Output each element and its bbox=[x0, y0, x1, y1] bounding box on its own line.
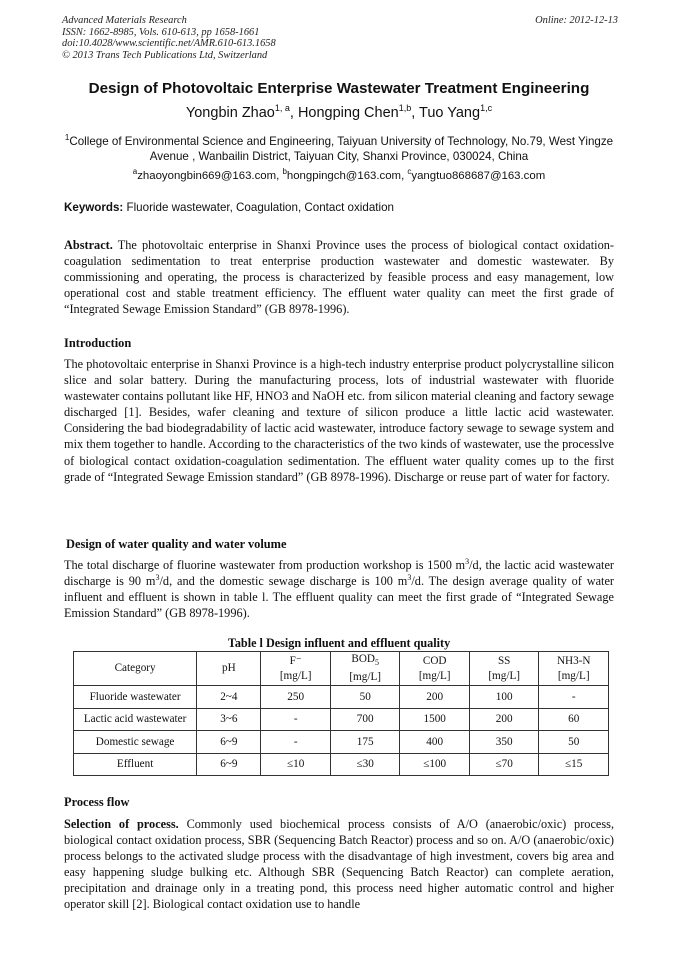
text-fragment: /d, the lactic acid wastewater discharge is 90 m bbox=[64, 558, 615, 589]
table-cell: Lactic acid wastewater bbox=[74, 708, 197, 731]
email-mark: a bbox=[132, 167, 138, 176]
journal-name: Advanced Materials Research bbox=[62, 15, 187, 26]
affiliation-mark: 1 bbox=[64, 133, 70, 142]
abstract-label: Abstract. bbox=[64, 238, 113, 252]
table-cell: 6~9 bbox=[197, 731, 261, 754]
email-mark: b bbox=[282, 167, 287, 176]
paper-title: Design of Photovoltaic Enterprise Wastewater Treatment Engineering bbox=[88, 80, 590, 97]
table-cell: 1500 bbox=[400, 708, 470, 731]
author-name: Yongbin Zhao bbox=[185, 104, 275, 121]
text-fragment: /d, and the domestic sewage discharge is 100 m bbox=[159, 574, 408, 589]
table-cell: - bbox=[261, 708, 331, 731]
table-row bbox=[74, 708, 609, 731]
email-mark: c bbox=[407, 167, 412, 176]
table-header-cell: NH3-N [mg/L] bbox=[539, 652, 609, 686]
author-affiliation-mark: 1,b bbox=[398, 103, 412, 113]
table-header-row bbox=[74, 652, 609, 686]
table-caption: Table l Design influent and effluent quality bbox=[227, 636, 451, 650]
email-list: $^a$zhaoyongbin669@163.com, $^b$hongpingch@163.com, $^c$yangtuo868687@163.com bbox=[132, 167, 546, 182]
table-cell: 250 bbox=[261, 686, 331, 709]
table-row bbox=[74, 686, 609, 709]
table-cell: - bbox=[261, 731, 331, 754]
keywords-label: Keywords: bbox=[64, 201, 124, 214]
subsection-label: Selection of process. bbox=[64, 817, 179, 831]
introduction-paragraph: The photovoltaic enterprise in Shanxi Province is a high-tech industry enterprise product polycrystalline silicon slice and solar battery. During the manufacturing process, lots of industrial wastewater with fluoride wastewater contains pollutant like HF, HNO3 and NaOH etc. from silicon material cleaning and factory sewage discharged [1]. Besides, wafer cleaning and texture of silicon produce a little lactic acid wastewater. Considering the bad biodegradability of lactic acid wastewater, introduce factory sewage to sewage system and mix them together to handle. According to the characteristics of the two kinds of wastewater, use the processlve of biological contact oxidation-coagulation sedimentation. The effluent water quality comes up to the first grade of “Integrated Sewage Emission standard” (GB 8978-1996). Discharge or reuse part of water for factory. bbox=[64, 357, 614, 484]
table-cell: ≤70 bbox=[469, 753, 539, 776]
superscript: 3 bbox=[465, 556, 470, 566]
journal-header bbox=[62, 15, 618, 61]
email-link[interactable]: hongpingch@163.com bbox=[286, 169, 402, 182]
table-cell: 100 bbox=[469, 686, 539, 709]
doi-line: doi:10.4028/www.scientific.net/AMR.610-613.1658 bbox=[62, 38, 276, 50]
water-quality-paragraph bbox=[64, 557, 614, 621]
table-cell: ≤100 bbox=[400, 753, 470, 776]
abstract-text: The photovoltaic enterprise in Shanxi Province uses the process of biological contact oxidation-coagulation sedimentation to treat enterprise production wastewater and domestic wastewater. By commissioning and operating, the process is characterized by feasible process and easy management, low operational cost and stable treatment efficiency. The effluent water quality can meet the first grade of “Integrated Sewage Emission Standard” (GB 8978-1996). bbox=[64, 238, 614, 317]
table-cell: 350 bbox=[469, 731, 539, 754]
table-cell: Effluent bbox=[74, 753, 197, 776]
copyright-line: © 2013 Trans Tech Publications Ltd, Switzerland bbox=[62, 49, 268, 61]
author-list: Yongbin Zhao$^{1, a}$, Hongping Chen$^{1,b}$, Tuo Yang$^{1,c}$ bbox=[185, 103, 493, 121]
text-fragment: /d. The design average quality of water influent and effluent is shown in table l. The effluent quality can meet the first grade of “Integrated Sewage Emission Standard” (GB 8978-1996). bbox=[64, 574, 615, 621]
table-header-cell: pH bbox=[197, 652, 261, 686]
abstract bbox=[64, 237, 614, 317]
keywords bbox=[64, 201, 394, 214]
author-name: Tuo Yang bbox=[419, 104, 481, 121]
table-cell: 50 bbox=[539, 731, 609, 754]
table-cell: 3~6 bbox=[197, 708, 261, 731]
email-link[interactable]: zhaoyongbin669@163.com bbox=[137, 169, 277, 182]
table-header-cell: $BOD_5$ [mg/L] bbox=[330, 652, 400, 686]
author-name: Hongping Chen bbox=[297, 104, 399, 121]
table-cell: 400 bbox=[400, 731, 470, 754]
table-cell: 60 bbox=[539, 708, 609, 731]
online-date: Online: 2012-12-13 bbox=[535, 15, 618, 26]
table-row bbox=[74, 731, 609, 754]
section-heading-water-quality: Design of water quality and water volume bbox=[66, 537, 287, 551]
superscript: 3 bbox=[155, 573, 160, 582]
process-flow-text: Commonly used biochemical process consists of A/O (anaerobic/oxic) process, biological contact oxidation process, SBR (Sequencing Batch Reactor) process and so on. A/O (anaerobic/oxic) process belongs to the activated sludge process with the disadvantage of high investment, covers big area and easy happening sludge bulking etc. Although SBR (Sequencing Batch Reactor) can complete aeration, precipitation and drainage only in a treating pond, this process need higher automatic control and higher operator skill [2]. Biological contact oxidation use to handle bbox=[64, 817, 615, 912]
process-flow-paragraph bbox=[64, 816, 614, 913]
table-header-cell: F⁻ [mg/L] bbox=[261, 652, 331, 686]
table-header-cell: COD [mg/L] bbox=[400, 652, 470, 686]
section-heading-process-flow: Process flow bbox=[64, 795, 130, 809]
section-heading-introduction: Introduction bbox=[64, 336, 132, 350]
table-header-cell: Category bbox=[74, 652, 197, 686]
table-cell: 200 bbox=[400, 686, 470, 709]
text-fragment: The total discharge of fluorine wastewater from production workshop is 1500 m bbox=[64, 558, 466, 572]
table-cell: ≤15 bbox=[539, 753, 609, 776]
affiliation bbox=[60, 130, 618, 165]
author-affiliation-mark: 1,c bbox=[480, 103, 493, 113]
table-cell: 50 bbox=[330, 686, 400, 709]
email-link[interactable]: yangtuo868687@163.com bbox=[411, 169, 546, 182]
table-cell: 6~9 bbox=[197, 753, 261, 776]
table-header-cell: SS [mg/L] bbox=[469, 652, 539, 686]
author-affiliation-mark: 1, a bbox=[274, 103, 290, 113]
superscript: 3 bbox=[407, 573, 412, 582]
table-cell: 175 bbox=[330, 731, 400, 754]
table-cell: Fluoride wastewater bbox=[74, 686, 197, 709]
issn-line: ISSN: 1662-8985, Vols. 610-613, pp 1658-1661 bbox=[62, 26, 260, 38]
table-row bbox=[74, 753, 609, 776]
affiliation-text: College of Environmental Science and Engineering, Taiyuan University of Technology, No.79, West Yingze Avenue , Wanbailin District, Taiyuan City, Shanxi Province, 030024, China bbox=[69, 134, 614, 164]
table-cell: 2~4 bbox=[197, 686, 261, 709]
table-cell: Domestic sewage bbox=[74, 731, 197, 754]
keywords-text: Fluoride wastewater, Coagulation, Contact oxidation bbox=[126, 201, 394, 214]
table-cell: 200 bbox=[469, 708, 539, 731]
table-cell: ≤30 bbox=[330, 753, 400, 776]
quality-table bbox=[73, 651, 609, 776]
table-cell: 700 bbox=[330, 708, 400, 731]
table-cell: ≤10 bbox=[261, 753, 331, 776]
table-cell: - bbox=[539, 686, 609, 709]
